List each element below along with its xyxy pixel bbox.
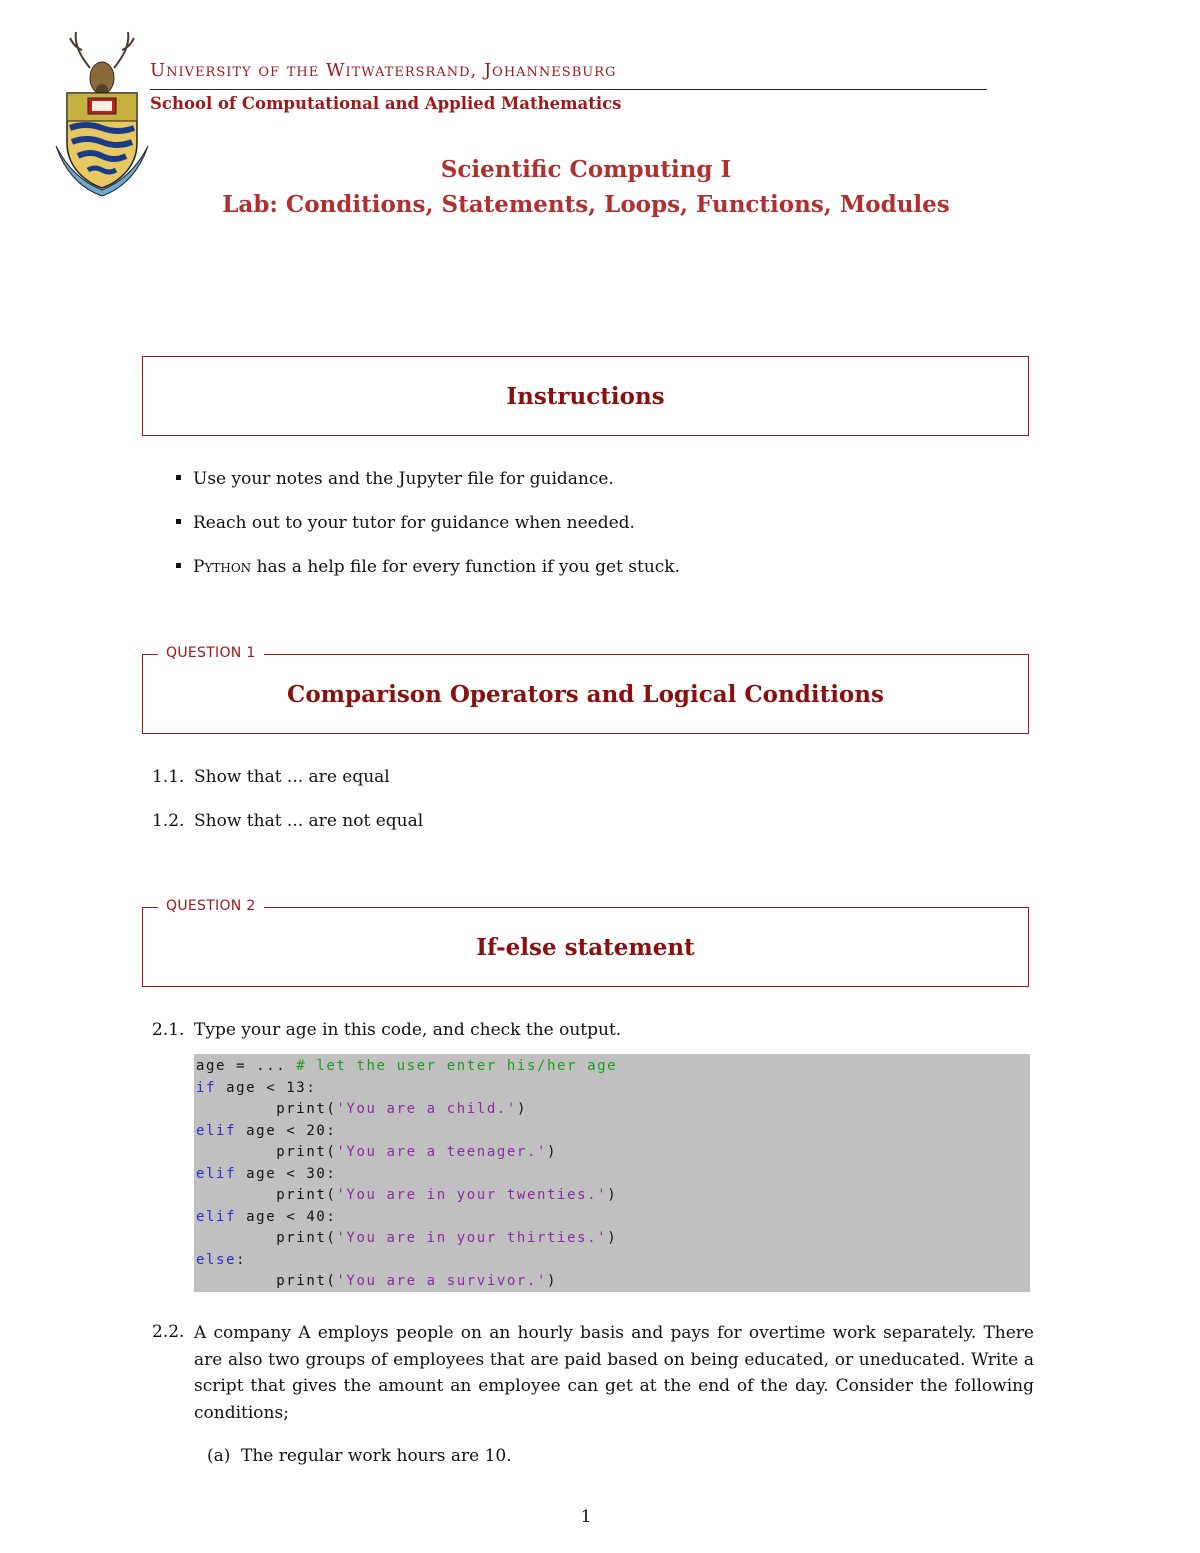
code-keyword: else — [196, 1251, 237, 1268]
sub-item-label: (a) — [207, 1446, 231, 1466]
code-string: 'You are in your twenties.' — [336, 1187, 608, 1203]
question-item-number — [152, 1322, 194, 1342]
lab-title: Lab: Conditions, Statements, Loops, Functions, Modules — [222, 191, 950, 218]
code-comment: # let the user enter his/her age — [296, 1058, 618, 1074]
item-number: 2.1. — [152, 1020, 185, 1040]
instruction-text: Use your notes and the Jupyter file for guidance. — [193, 469, 614, 489]
item-number: 2.2. — [152, 1322, 185, 1342]
instruction-text: Reach out to your tutor for guidance when needed. — [193, 513, 635, 533]
code-text: age < 40: — [236, 1208, 337, 1225]
code-string: 'You are a teenager.' — [336, 1144, 548, 1160]
code-text: print( — [196, 1230, 337, 1246]
code-line — [196, 1142, 1030, 1164]
code-keyword: if — [196, 1079, 217, 1096]
item-number: 1.2. — [152, 811, 185, 831]
instruction-bullet — [176, 469, 614, 489]
code-keyword: elif — [196, 1208, 237, 1225]
question-1-title: Comparison Operators and Logical Conditions — [287, 681, 884, 708]
university-name: University of the Witwatersrand, Johannesburg — [150, 60, 617, 81]
sub-item — [207, 1446, 512, 1466]
code-line — [196, 1056, 1030, 1078]
code-line — [196, 1099, 1030, 1121]
bullet-dot-icon — [176, 519, 181, 524]
bullet-dot-icon — [176, 475, 181, 480]
code-text: ) — [547, 1144, 558, 1160]
instruction-bullet — [176, 557, 680, 577]
question-item — [152, 811, 423, 831]
code-text: print( — [196, 1187, 337, 1203]
item-text: Type your age in this code, and check the output. — [194, 1020, 622, 1040]
code-text: age < 30: — [236, 1165, 337, 1182]
code-line — [196, 1271, 1030, 1293]
course-title: Scientific Computing I — [440, 156, 732, 183]
code-keyword: elif — [196, 1122, 237, 1139]
code-line — [196, 1164, 1030, 1186]
code-line — [196, 1207, 1030, 1229]
school-name: School of Computational and Applied Mathematics — [150, 94, 622, 113]
instructions-box — [142, 356, 1029, 436]
instruction-bullet — [176, 513, 635, 533]
code-line — [196, 1250, 1030, 1272]
code-text: ) — [607, 1230, 618, 1246]
instruction-text: has a help file for every function if you get stuck. — [251, 557, 681, 577]
python-name: Python — [193, 557, 252, 577]
code-text: age < 13: — [216, 1079, 317, 1096]
code-text: print( — [196, 1144, 337, 1160]
code-text: ) — [547, 1273, 558, 1289]
question-item — [152, 1020, 621, 1040]
question-1-box — [142, 645, 1029, 734]
code-text: : — [236, 1251, 247, 1268]
code-text: age = ... — [196, 1058, 297, 1074]
code-line — [196, 1185, 1030, 1207]
page-number: 1 — [580, 1507, 592, 1527]
question-2-title: If-else statement — [476, 934, 695, 961]
code-block — [194, 1054, 1030, 1292]
code-line — [196, 1121, 1030, 1143]
code-keyword: elif — [196, 1165, 237, 1182]
item-number: 1.1. — [152, 767, 185, 787]
question-1-tag: QUESTION 1 — [158, 645, 264, 661]
code-line — [196, 1228, 1030, 1250]
instructions-title: Instructions — [506, 383, 665, 410]
code-text: print( — [196, 1101, 337, 1117]
question-2-tag: QUESTION 2 — [158, 898, 264, 914]
code-text: print( — [196, 1273, 337, 1289]
code-text: ) — [516, 1101, 527, 1117]
header-rule — [150, 89, 987, 90]
code-line — [196, 1078, 1030, 1100]
item-text: Show that ... are not equal — [194, 811, 424, 831]
code-text: ) — [607, 1187, 618, 1203]
item-paragraph: A company A employs people on an hourly basis and pays for overtime work separately. There are also two groups of employees that are paid based on being educated, or uneducated. Write a script that gives the amount an employee can get at the end of the day. Consider the following conditions; — [194, 1323, 1034, 1423]
code-string: 'You are in your thirties.' — [336, 1230, 608, 1246]
code-text: age < 20: — [236, 1122, 337, 1139]
question-item — [152, 767, 390, 787]
sub-item-text: The regular work hours are 10. — [241, 1446, 512, 1466]
code-string: 'You are a child.' — [336, 1101, 517, 1117]
code-string: 'You are a survivor.' — [336, 1273, 548, 1289]
item-text: Show that ... are equal — [194, 767, 390, 787]
bullet-dot-icon — [176, 563, 181, 568]
question-2-box — [142, 898, 1029, 987]
